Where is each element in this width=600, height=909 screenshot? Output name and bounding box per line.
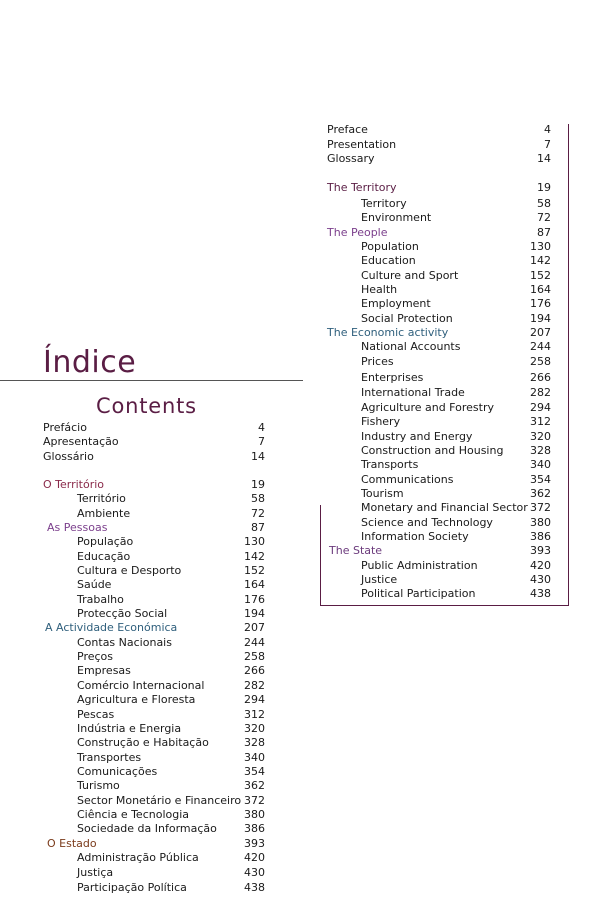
toc-entry[interactable]: Contas Nacionais 244 (77, 636, 265, 649)
toc-entry[interactable]: Transports 340 (361, 458, 551, 471)
toc-entry[interactable]: Sociedade da Informação 386 (77, 822, 265, 835)
toc-entry[interactable]: Social Protection 194 (361, 312, 551, 325)
toc-section-heading[interactable]: The Territory 19 (327, 181, 551, 194)
toc-section-heading[interactable]: The Economic activity 207 (327, 326, 551, 339)
toc-entry[interactable]: Population 130 (361, 240, 551, 253)
toc-entry[interactable]: Prices 258 (361, 355, 551, 368)
toc-entry[interactable]: Culture and Sport 152 (361, 269, 551, 282)
title-divider (0, 380, 303, 381)
toc-section-heading[interactable]: O Estado 393 (47, 837, 265, 850)
toc-entry[interactable]: Turismo 362 (77, 779, 265, 792)
toc-entry[interactable]: Saúde 164 (77, 578, 265, 591)
toc-entry[interactable]: Agricultura e Floresta 294 (77, 693, 265, 706)
toc-entry[interactable]: População 130 (77, 535, 265, 548)
page-title-contents: Contents (96, 394, 197, 418)
toc-entry[interactable]: Justiça 430 (77, 866, 265, 879)
toc-entry[interactable]: Glossário 14 (43, 450, 265, 463)
english-toc-bracket-left (320, 505, 321, 606)
toc-entry[interactable]: National Accounts 244 (361, 340, 551, 353)
toc-section-heading[interactable]: As Pessoas 87 (47, 521, 265, 534)
english-toc-bracket-bottom (320, 605, 569, 606)
toc-entry[interactable]: Comunicações 354 (77, 765, 265, 778)
toc-section-heading[interactable]: The People 87 (327, 226, 551, 239)
toc-section-heading[interactable]: A Actividade Económica 207 (45, 621, 265, 634)
toc-entry[interactable]: Território 58 (77, 492, 265, 505)
toc-entry[interactable]: Public Administration 420 (361, 559, 551, 572)
toc-entry[interactable]: Territory 58 (361, 197, 551, 210)
toc-entry[interactable]: Apresentação 7 (43, 435, 265, 448)
toc-entry[interactable]: Indústria e Energia 320 (77, 722, 265, 735)
toc-entry[interactable]: Health 164 (361, 283, 551, 296)
toc-entry[interactable]: Environment 72 (361, 211, 551, 224)
toc-entry[interactable]: Preços 258 (77, 650, 265, 663)
toc-entry[interactable]: Presentation 7 (327, 138, 551, 151)
toc-entry[interactable]: Enterprises 266 (361, 371, 551, 384)
toc-section-heading[interactable]: O Território 19 (43, 478, 265, 491)
toc-entry[interactable]: Information Society 386 (361, 530, 551, 543)
toc-section-heading[interactable]: The State 393 (329, 544, 551, 557)
toc-entry[interactable]: Glossary 14 (327, 152, 551, 165)
toc-entry[interactable]: Science and Technology 380 (361, 516, 551, 529)
toc-entry[interactable]: Construção e Habitação 328 (77, 736, 265, 749)
toc-entry[interactable]: Transportes 340 (77, 751, 265, 764)
toc-entry[interactable]: Ciência e Tecnologia 380 (77, 808, 265, 821)
toc-entry[interactable]: Comércio Internacional 282 (77, 679, 265, 692)
toc-entry[interactable]: Monetary and Financial Sector 372 (361, 501, 551, 514)
toc-entry[interactable]: Empresas 266 (77, 664, 265, 677)
toc-entry[interactable]: Prefácio 4 (43, 421, 265, 434)
toc-entry[interactable]: Preface 4 (327, 123, 551, 136)
toc-entry[interactable]: Political Participation 438 (361, 587, 551, 600)
page-title-indice: Índice (43, 345, 137, 380)
toc-entry[interactable]: Pescas 312 (77, 708, 265, 721)
toc-entry[interactable]: Protecção Social 194 (77, 607, 265, 620)
toc-entry[interactable]: Administração Pública 420 (77, 851, 265, 864)
toc-entry[interactable]: Construction and Housing 328 (361, 444, 551, 457)
toc-entry[interactable]: Education 142 (361, 254, 551, 267)
toc-entry[interactable]: Industry and Energy 320 (361, 430, 551, 443)
toc-entry[interactable]: International Trade 282 (361, 386, 551, 399)
toc-entry[interactable]: Sector Monetário e Financeiro 372 (77, 794, 265, 807)
toc-entry[interactable]: Participação Política 438 (77, 881, 265, 894)
toc-entry[interactable]: Justice 430 (361, 573, 551, 586)
toc-entry[interactable]: Cultura e Desporto 152 (77, 564, 265, 577)
toc-entry[interactable]: Trabalho 176 (77, 593, 265, 606)
toc-entry[interactable]: Agriculture and Forestry 294 (361, 401, 551, 414)
toc-entry[interactable]: Tourism 362 (361, 487, 551, 500)
toc-entry[interactable]: Fishery 312 (361, 415, 551, 428)
toc-entry[interactable]: Communications 354 (361, 473, 551, 486)
toc-entry[interactable]: Ambiente 72 (77, 507, 265, 520)
toc-entry[interactable]: Educação 142 (77, 550, 265, 563)
english-toc-bracket-right (568, 124, 569, 606)
toc-entry[interactable]: Employment 176 (361, 297, 551, 310)
